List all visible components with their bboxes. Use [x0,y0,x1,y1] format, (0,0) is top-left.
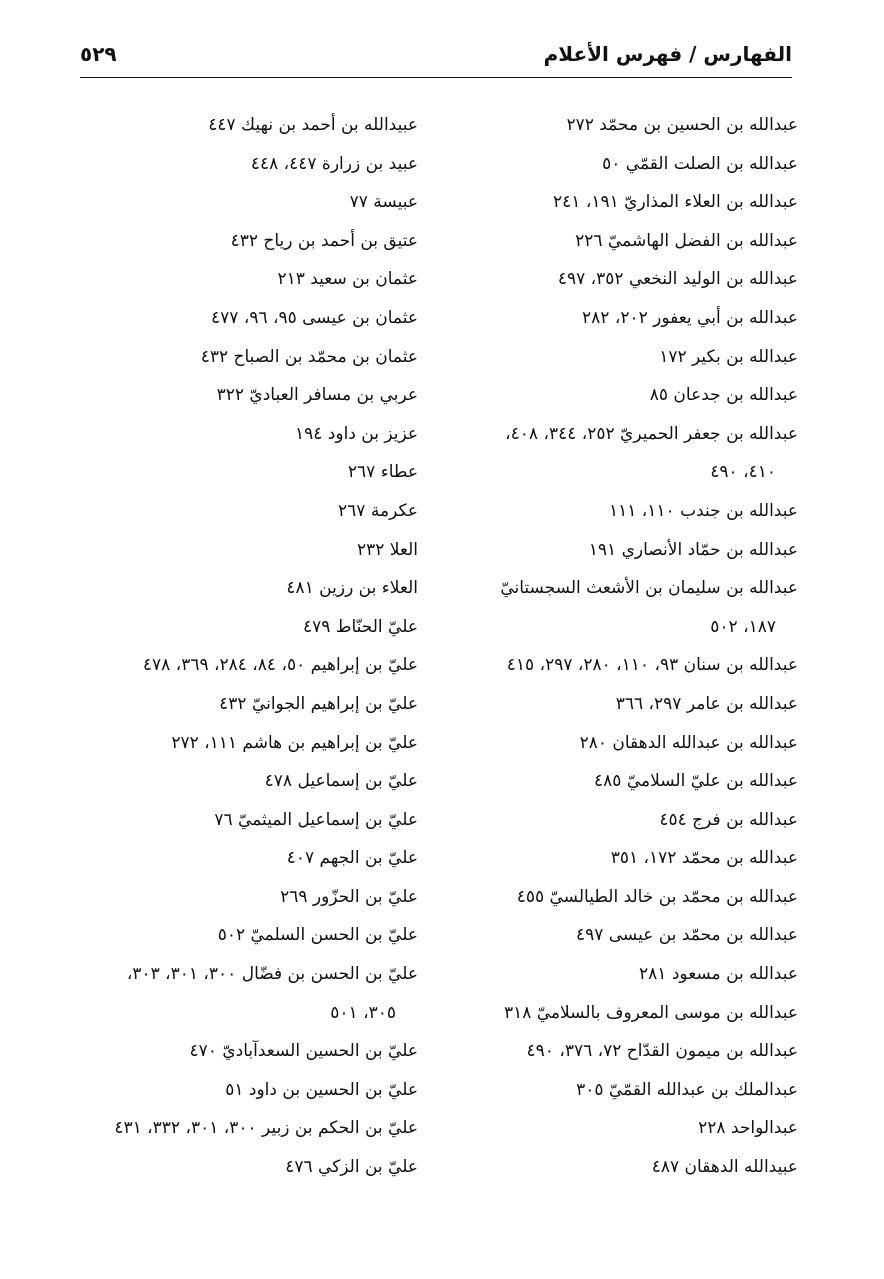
index-entry: عبدالله بن عامر ٢٩٧، ٣٦٦ [615,693,798,714]
index-entry: عبدالملك بن عبدالله القمّيّ ٣٠٥ [576,1079,798,1100]
index-entry: عبيدالله الدهقان ٤٨٧ [651,1157,798,1178]
index-entry: عبدالله بن جدعان ٨٥ [649,385,798,406]
index-entry: عبدالله بن محمّد بن عيسى ٤٩٧ [575,925,798,946]
index-entry: عبدالله بن عليّ السلاميّ ٤٨٥ [594,771,798,792]
index-column-left [66,106,418,1187]
index-entry-continuation: ٣٠٥، ٥٠١ [330,1002,396,1023]
index-entry: العلاء بن رزين ٤٨١ [286,578,418,599]
index-entry: عبدالله بن ميمون القدّاح ٧٢، ٣٧٦، ٤٩٠ [526,1041,798,1062]
page-header [80,38,792,78]
running-title: الفهارس / فهرس الأعلام [543,42,792,66]
index-entry: عبدالله بن الفضل الهاشميّ ٢٢٦ [575,230,798,251]
index-entry: عليّ بن الجهم ٤٠٧ [286,848,418,869]
index-entry: عبدالله بن فرج ٤٥٤ [659,809,798,830]
index-entry: عبيسة ٧٧ [349,192,418,213]
index-entry: عليّ بن إبراهيم ٥٠، ٨٤، ٢٨٤، ٣٦٩، ٤٧٨ [142,655,418,676]
index-entry: عليّ بن الحكم بن زبير ٣٠٠، ٣٠١، ٣٣٢، ٤٣١ [114,1118,418,1139]
index-entry: عبدالله بن الحسين بن محمّد ٢٧٢ [566,115,798,135]
index-entry: عليّ بن الحسين السعدآباديّ ٤٧٠ [189,1041,418,1062]
index-column-right [468,106,798,1187]
index-entry: عبدالله بن سنان ٩٣، ١١٠، ٢٨٠، ٢٩٧، ٤١٥ [506,655,798,676]
index-entry: عثمان بن محمّد بن الصباح ٤٣٢ [200,346,418,367]
page-number: ٥٢٩ [80,42,117,66]
index-entry: عبدالله بن موسى المعروف بالسلاميّ ٣١٨ [503,1002,798,1023]
index-entry: العلا ٢٣٢ [356,539,418,560]
index-entry: عليّ بن إسماعيل الميثميّ ٧٦ [214,809,418,830]
index-entry: عليّ بن الحسن السلميّ ٥٠٢ [217,925,418,946]
index-entry: عطاء ٢٦٧ [347,462,418,483]
index-entry: عبدالله بن مسعود ٢٨١ [639,964,798,985]
index-entry: عبدالله بن الوليد النخعي ٣٥٢، ٤٩٧ [557,269,798,290]
index-entry: عبدالله بن عبدالله الدهقان ٢٨٠ [579,732,798,753]
index-entry: عبدالله بن العلاء المذاريّ ١٩١، ٢٤١ [553,192,798,213]
index-entry: عليّ الحنّاط ٤٧٩ [302,616,418,637]
index-entry: عبدالله بن جندب ١١٠، ١١١ [609,500,798,521]
index-entry: عبدالله بن محمّد بن خالد الطيالسيّ ٤٥٥ [516,886,798,907]
index-entry: عبدالله بن جعفر الحميريّ ٢٥٢، ٣٤٤، ٤٠٨، [505,423,798,444]
index-entry: عبيد بن زرارة ٤٤٧، ٤٤٨ [250,153,418,174]
index-entry: عبدالله بن بكير ١٧٢ [659,346,798,367]
index-entry: عليّ بن الحسن بن فضّال ٣٠٠، ٣٠١، ٣٠٣، [126,964,418,985]
index-entry: عثمان بن سعيد ٢١٣ [277,269,418,290]
index-entry: عتيق بن أحمد بن رياح ٤٣٢ [230,230,418,251]
index-entry: عليّ بن إسماعيل ٤٧٨ [264,771,418,792]
index-entry: عزيز بن داود ١٩٤ [295,423,418,444]
index-entry: عربي بن مسافر العباديّ ٣٢٢ [216,385,418,406]
index-entry: عبدالله بن أبي يعفور ٢٠٢، ٢٨٢ [582,307,798,328]
header-rule [80,77,792,78]
index-entry: عليّ بن إبراهيم بن هاشم ١١١، ٢٧٢ [171,732,418,753]
index-entry: عبدالله بن سليمان بن الأشعث السجستانيّ [500,578,798,599]
index-entry: عبدالواحد ٢٢٨ [698,1118,798,1139]
index-entry: عليّ بن الزكي ٤٧٦ [285,1157,418,1178]
index-entry: عبيدالله بن أحمد بن نهيك ٤٤٧ [208,115,418,135]
index-entry: عبدالله بن محمّد ١٧٢، ٣٥١ [610,848,798,869]
index-entry-continuation: ٤١٠، ٤٩٠ [710,462,776,483]
index-entry: عليّ بن إبراهيم الجوانيّ ٤٣٢ [219,693,418,714]
index-entry: عبدالله بن حمّاد الأنصاري ١٩١ [588,539,798,560]
index-entry: عكرمة ٢٦٧ [338,500,418,521]
index-entry: عليّ بن الحسين بن داود ٥١ [225,1079,418,1100]
index-entry: عبدالله بن الصلت القمّي ٥٠ [602,153,798,174]
index-entry: عثمان بن عيسى ٩٥، ٩٦، ٤٧٧ [211,307,418,328]
index-entry-continuation: ١٨٧، ٥٠٢ [710,616,776,637]
index-entry: عليّ بن الحزّور ٢٦٩ [280,886,418,907]
